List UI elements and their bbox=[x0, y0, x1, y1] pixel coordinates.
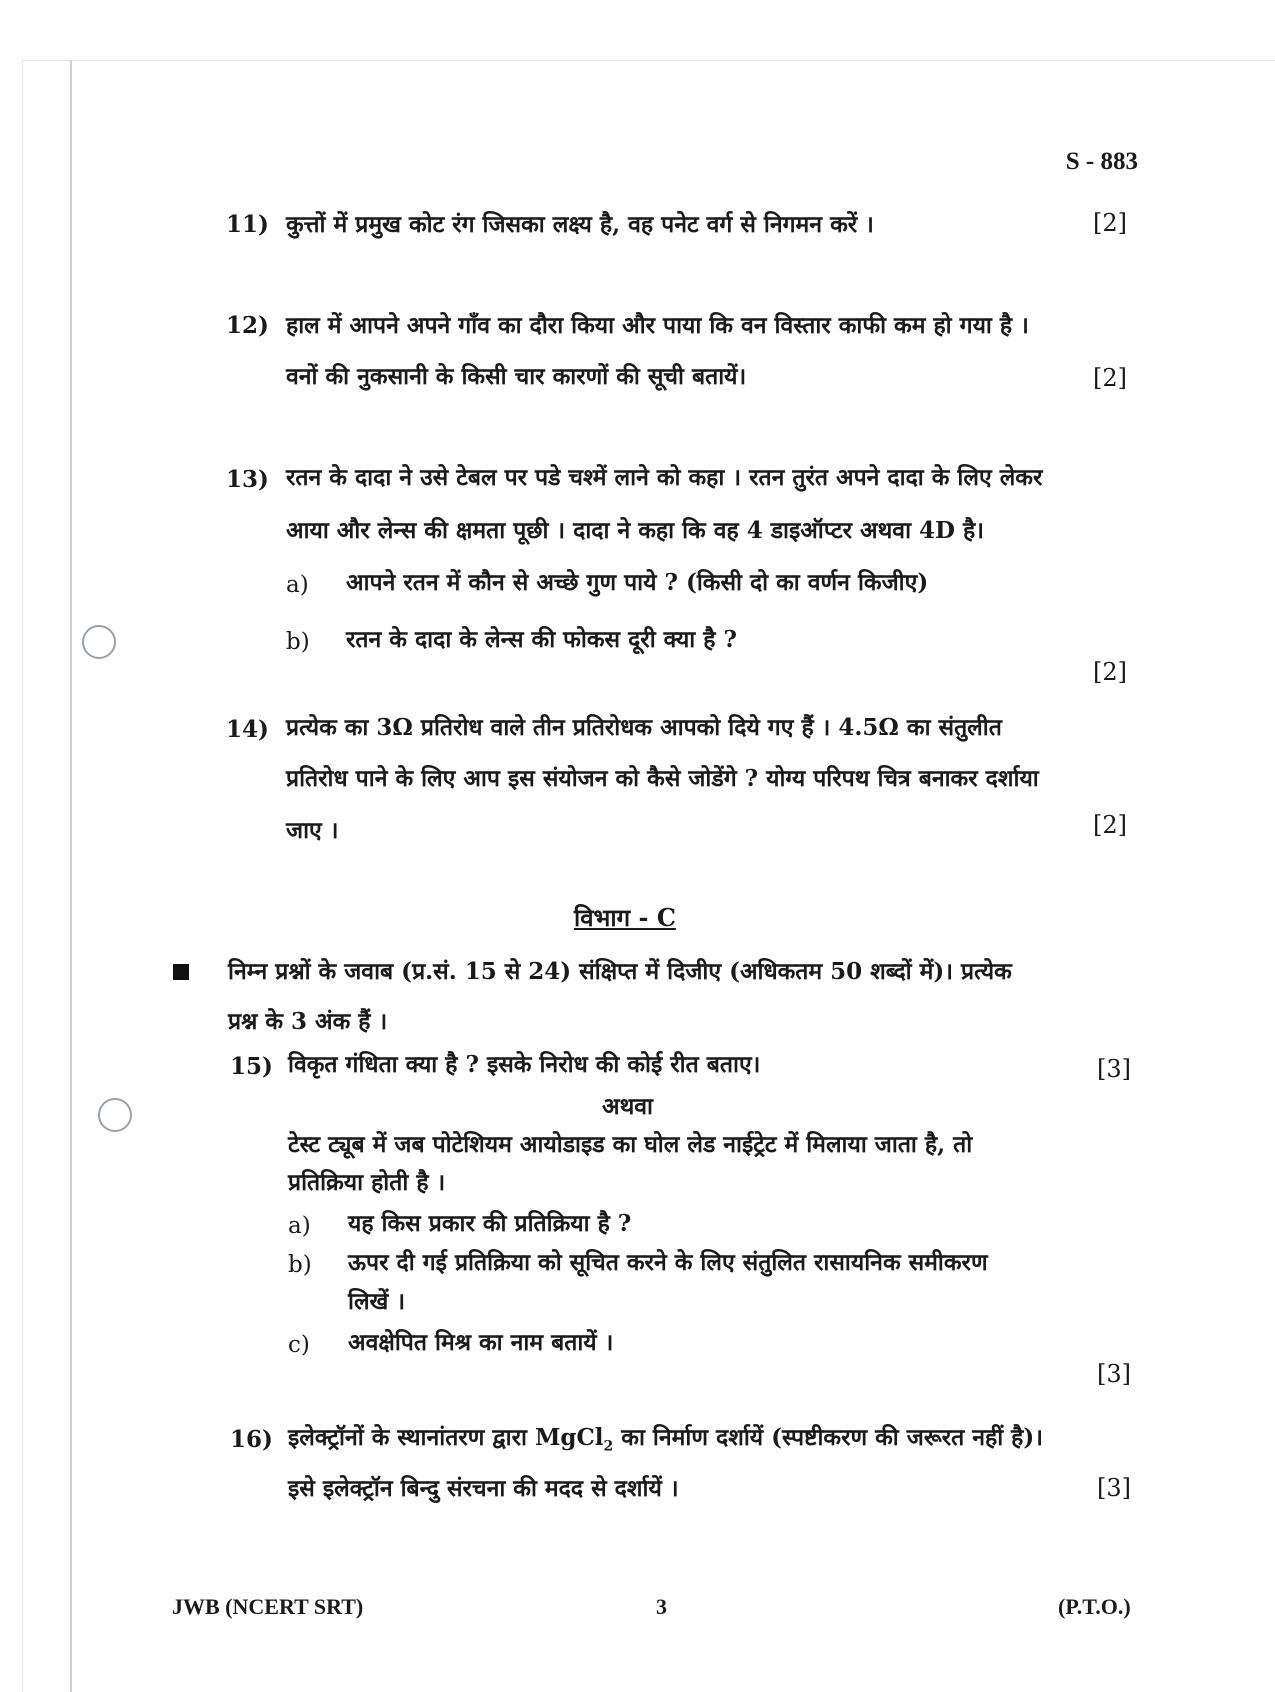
punch-hole-bottom bbox=[98, 1098, 132, 1132]
q14-marks: [2] bbox=[1093, 811, 1127, 839]
q16-line1-pre: इलेक्ट्रॉनों के स्थानांतरण द्वारा MgCl bbox=[288, 1424, 604, 1451]
page-border-left bbox=[22, 60, 23, 1692]
q11-marks: [2] bbox=[1093, 209, 1127, 237]
page-border-top bbox=[22, 60, 1275, 61]
instructions-line2: प्रश्न के 3 अंक हैं । bbox=[228, 1008, 388, 1035]
q16-line1-subscript: 2 bbox=[603, 1438, 614, 1455]
q16-line1-post: का निर्माण दर्शायें (स्पष्टीकरण की जरूरत नहीं है)। bbox=[613, 1424, 1043, 1451]
q16-line2: इसे इलेक्ट्रॉन बिन्दु संरचना की मदद से दर्शायें । bbox=[288, 1475, 679, 1502]
q14-line1: प्रत्येक का 3Ω प्रतिरोध वाले तीन प्रतिरोधक आपको दिये गए हैं । 4.5Ω का संतुलीत bbox=[286, 714, 1002, 741]
q15-marks: [3] bbox=[1097, 1055, 1131, 1083]
footer-series: JWB (NCERT SRT) bbox=[172, 1594, 364, 1619]
q16-line1 bbox=[288, 1423, 1043, 1462]
q15-alt-line2: प्रतिक्रिया होती है । bbox=[288, 1169, 446, 1196]
q15-a-label: a) bbox=[288, 1213, 311, 1239]
q13-b-label: b) bbox=[286, 629, 310, 655]
q15-b-line1: ऊपर दी गई प्रतिक्रिया को सूचित करने के लिए संतुलित रासायनिक समीकरण bbox=[348, 1249, 988, 1276]
q14-number: 14) bbox=[226, 716, 269, 743]
punch-hole-top bbox=[82, 625, 116, 659]
q16-marks: [3] bbox=[1097, 1474, 1131, 1502]
q12-marks: [2] bbox=[1093, 364, 1127, 392]
q13-line1: रतन के दादा ने उसे टेबल पर पडे चश्में लाने को कहा । रतन तुरंत अपने दादा के लिए लेकर bbox=[286, 464, 1043, 491]
instructions-line1: निम्न प्रश्नों के जवाब (प्र.सं. 15 से 24) संक्षिप्त में दिजीए (अधिकतम 50 शब्दों में)। प्रत्येक bbox=[228, 958, 1012, 985]
q13-a-text: आपने रतन में कौन से अच्छे गुण पाये ? (किसी दो का वर्णन किजीए) bbox=[346, 569, 929, 596]
q13-a-label: a) bbox=[286, 572, 309, 598]
q15-c-text: अवक्षेपित मिश्र का नाम बतायें । bbox=[348, 1329, 614, 1356]
q15-b-line2: लिखें । bbox=[348, 1288, 406, 1315]
q15-number: 15) bbox=[230, 1053, 273, 1080]
q15-a-text: यह किस प्रकार की प्रतिक्रिया है ? bbox=[348, 1210, 632, 1237]
page-margin-line bbox=[70, 60, 72, 1692]
footer-page-number: 3 bbox=[656, 1594, 667, 1619]
q13-marks: [2] bbox=[1093, 658, 1127, 686]
q15-alt-line1: टेस्ट ट्यूब में जब पोटेशियम आयोडाइड का घोल लेड नाईट्रेट में मिलाया जाता है, तो bbox=[288, 1131, 973, 1158]
q13-line2: आया और लेन्स की क्षमता पूछी । दादा ने कहा कि वह 4 डाइऑप्टर अथवा 4D है। bbox=[286, 517, 984, 544]
q15-alt-marks: [3] bbox=[1097, 1360, 1131, 1388]
q13-number: 13) bbox=[226, 466, 269, 493]
q12-line2: वनों की नुकसानी के किसी चार कारणों की सूची बतायें। bbox=[286, 363, 747, 390]
q11-number: 11) bbox=[226, 211, 269, 238]
section-heading: विभाग - C bbox=[574, 903, 676, 932]
q12-line1: हाल में आपने अपने गाँव का दौरा किया और पाया कि वन विस्तार काफी कम हो गया है । bbox=[286, 312, 1029, 339]
paper-code: S - 883 bbox=[1065, 148, 1138, 175]
q12-number: 12) bbox=[226, 312, 269, 339]
or-label: अथवा bbox=[602, 1093, 654, 1120]
bullet-square-icon bbox=[173, 964, 189, 980]
q14-line2: प्रतिरोध पाने के लिए आप इस संयोजन को कैसे जोडेंगे ? योग्य परिपथ चित्र बनाकर दर्शाया bbox=[286, 765, 1039, 792]
q13-b-text: रतन के दादा के लेन्स की फोकस दूरी क्या है ? bbox=[346, 626, 737, 653]
q15-c-label: c) bbox=[288, 1332, 310, 1358]
q14-line3: जाए । bbox=[286, 817, 339, 844]
q11-text: कुत्तों में प्रमुख कोट रंग जिसका लक्ष्य है, वह पनेट वर्ग से निगमन करें । bbox=[286, 211, 874, 238]
q15-text: विकृत गंधिता क्या है ? इसके निरोध की कोई रीत बताए। bbox=[288, 1051, 761, 1078]
q16-number: 16) bbox=[230, 1426, 273, 1453]
footer-pto: (P.T.O.) bbox=[1058, 1594, 1131, 1619]
q15-b-label: b) bbox=[288, 1252, 312, 1278]
